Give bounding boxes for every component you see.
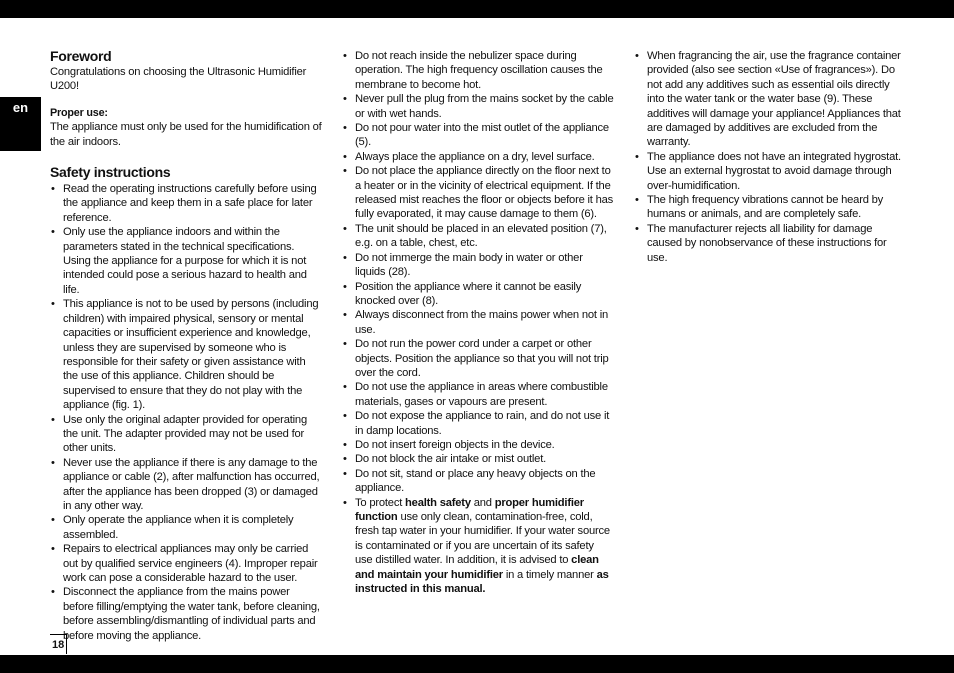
list-item: • Do not sit, stand or place any heavy objects on the appliance.	[342, 467, 614, 496]
top-bar	[0, 0, 954, 18]
language-tab: en	[0, 97, 41, 151]
list-item: • Disconnect the appliance from the mains power before filling/emptying the water tank, before cleaning, before assembling/dismantling of individual parts and before moving the appliance.	[50, 585, 322, 643]
list-item: • This appliance is not to be used by persons (including children) with impaired physical, sensory or mental capacities or insufficient experience and knowledge, unless they are supervised by someone who is responsible for their safety or given assistance with the use of this appliance. Children should be supervised to ensure that they do not play with the appliance (fig. 1).	[50, 297, 322, 412]
list-item: • The manufacturer rejects all liability for damage caused by nonobservance of these instructions for use.	[634, 222, 908, 265]
list-item: • Do not pour water into the mist outlet of the appliance (5).	[342, 121, 614, 150]
list-item: • Do not insert foreign objects in the device.	[342, 438, 614, 452]
list-item: • Only operate the appliance when it is completely assembled.	[50, 513, 322, 542]
list-item: • Do not block the air intake or mist outlet.	[342, 452, 614, 466]
safety-list-col1	[50, 182, 322, 643]
proper-use-heading: Proper use:	[50, 106, 108, 119]
list-item: • Repairs to electrical appliances may only be carried out by qualified service engineers (4). Improper repair work can pose a considerable hazard to the user.	[50, 542, 322, 585]
water-advice-bold-3: clean and maintain your humidifier	[355, 554, 599, 581]
list-item: • The unit should be placed in an elevated position (7), e.g. on a table, chest, etc.	[342, 222, 614, 251]
column-3	[634, 46, 908, 265]
list-item: • Never pull the plug from the mains socket by the cable or with wet hands.	[342, 92, 614, 121]
water-advice-text-4: in a timely manner	[502, 568, 597, 581]
list-item: • Do not reach inside the nebulizer space during operation. The high frequency oscillation causes the membrane to become hot.	[342, 49, 614, 92]
water-advice-bold-4: as instructed in this manual.	[355, 568, 609, 596]
list-item-water-advice	[342, 496, 614, 597]
safety-list-col3	[634, 49, 908, 265]
list-item: • Never use the appliance if there is any damage to the appliance or cable (2), after malfunction has occurred, after the appliance has been dropped (3) or damaged in any other way.	[50, 456, 322, 514]
list-item: • Read the operating instructions carefully before using the appliance and keep them in a safe place for later reference.	[50, 182, 322, 225]
proper-use-text: The appliance must only be used for the humidification of the air indoors.	[50, 121, 322, 148]
bottom-bar	[0, 655, 954, 673]
safety-heading: Safety instructions	[50, 164, 171, 181]
safety-list-col2	[342, 49, 614, 596]
list-item: • The appliance does not have an integrated hygrostat. Use an external hygrostat to avoid damage through over-humidification.	[634, 150, 908, 193]
list-item: • Do not place the appliance directly on the floor next to a heater or in the vicinity of electrical equipment. If the released mist reaches the floor or objects before it has fully evaporated, it may cause damage to them (6).	[342, 164, 614, 222]
water-advice-text-1: To protect	[355, 496, 406, 509]
list-item: • Use only the original adapter provided for operating the unit. The adapter provided may not be used for other units.	[50, 413, 322, 456]
water-advice-text-2: and	[470, 496, 495, 509]
foreword-text: Congratulations on choosing the Ultrasonic Humidifier U200!	[50, 66, 307, 93]
list-item: • Do not immerge the main body in water or other liquids (28).	[342, 251, 614, 280]
list-item: • Always place the appliance on a dry, level surface.	[342, 150, 614, 164]
water-advice-bold-2: proper humidifier function	[355, 496, 584, 523]
list-item: • Only use the appliance indoors and within the parameters stated in the technical specifications. Using the appliance for a purpose for which it is not intended could pose a serious hazard to health and life.	[50, 225, 322, 297]
list-item: • Position the appliance where it cannot be easily knocked over (8).	[342, 280, 614, 309]
column-2	[342, 46, 614, 596]
list-item: • Do not run the power cord under a carpet or other objects. Position the appliance so that you will not trip over the cord.	[342, 337, 614, 380]
list-item: • The high frequency vibrations cannot be heard by humans or animals, and are completely safe.	[634, 193, 908, 222]
list-item: • When fragrancing the air, use the fragrance container provided (also see section «Use of fragrances»). Do not add any additives such as essential oils directly into the water tank or the water base (9). These additives will damage your appliance! Appliances that are damaged by additives are excluded from the warranty.	[634, 49, 908, 150]
list-item: • Do not use the appliance in areas where combustible materials, gases or vapours are present.	[342, 380, 614, 409]
column-1	[50, 46, 322, 643]
water-advice-bold-1: health safety	[405, 496, 471, 509]
page-number: 18	[50, 634, 67, 654]
foreword-heading: Foreword	[50, 48, 112, 64]
list-item: • Always disconnect from the mains power when not in use.	[342, 308, 614, 337]
list-item: • Do not expose the appliance to rain, and do not use it in damp locations.	[342, 409, 614, 438]
water-advice-text-3: use only clean, contamination-free, cold, fresh tap water in your humidifier. If your water source is contaminated or if you are uncertain of its safety use distilled water. In addition, it is advised to	[355, 511, 610, 567]
